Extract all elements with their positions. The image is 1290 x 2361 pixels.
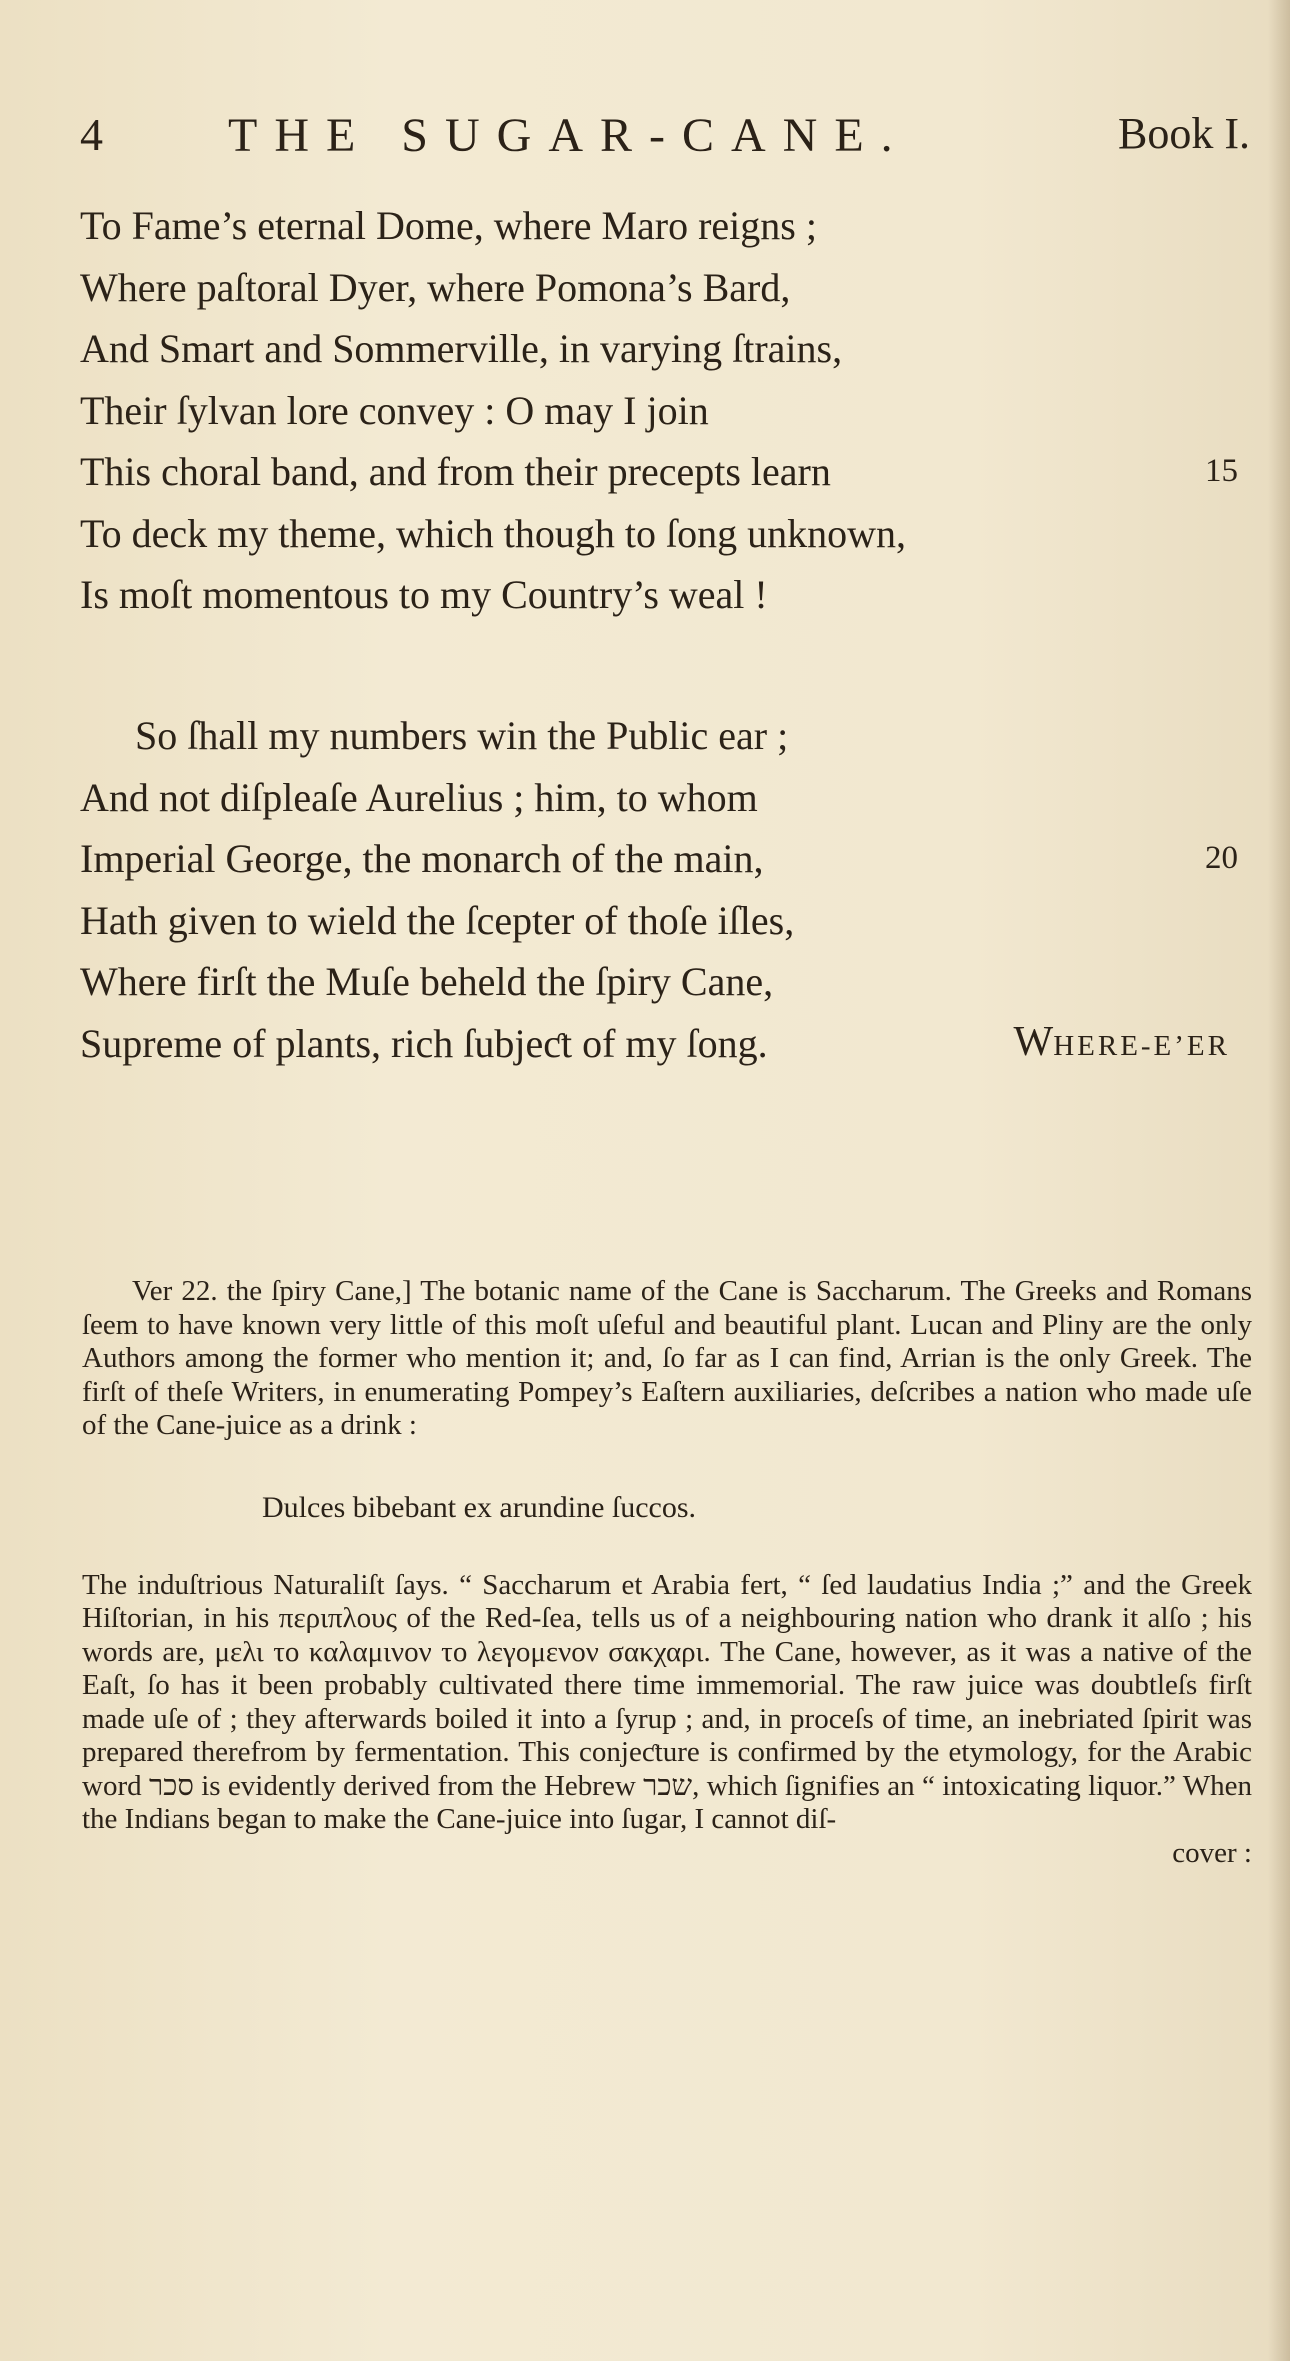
verse-line: To deck my theme, which though to ſong unknown, xyxy=(80,510,906,556)
verse-line: Where firſt the Muſe beheld the ſpiry Cane, xyxy=(80,959,774,1004)
verse-line: Supreme of plants, rich ſubjeƈt of my ſong. xyxy=(80,1020,768,1066)
verse-line: Where paſtoral Dyer, where Pomona’s Bard, xyxy=(80,264,791,310)
verse-line: And Smart and Sommerville, in varying ſtrains, xyxy=(80,326,843,371)
verse-line: This choral band, and from their precepts learn 15 xyxy=(80,441,1250,503)
line-number: 15 xyxy=(1205,453,1238,489)
footnotes xyxy=(82,1275,1252,1870)
footnote-catchword: cover : xyxy=(1172,1836,1252,1869)
page-number: 4 xyxy=(80,109,103,160)
running-header xyxy=(80,108,1250,178)
line-number: 20 xyxy=(1205,840,1238,876)
verse-line: Is moſt momentous to my Country’s weal ! xyxy=(80,572,768,617)
verse-line: Their ſylvan lore convey : O may I join xyxy=(80,387,709,433)
verse-line: To Fame’s eternal Dome, where Maro reigns ; xyxy=(80,203,817,248)
verse-stanza-1 xyxy=(80,195,1250,626)
verse-line: So ſhall my numbers win the Public ear ; xyxy=(135,713,789,758)
footnote-paragraph: Ver 22. the ſpiry Cane,] The botanic name of the Cane is Saccharum. The Greeks and Romans ſeem to have known very little of this moſt uſeful and beautiful plant. Lucan and Pliny are the only Authors among the former who mention it; and, ſo far as I can find, Arrian is the only Greek. The firſt of theſe Writers, in enumerating Pompey’s Eaſtern auxiliaries, deſcribes a nation who made uſe of the Cane-juice as a drink : xyxy=(82,1275,1252,1441)
verse-line: Imperial George, the monarch of the main, 20 xyxy=(80,828,1250,890)
verse-line: And not diſpleaſe Aurelius ; him, to whom xyxy=(80,774,758,820)
catchword: WHERE-E’ER xyxy=(1013,1019,1230,1065)
latin-quotation: Dulces bibebant ex arundine ſuccos. xyxy=(262,1490,697,1524)
book-label: Book I. xyxy=(1118,109,1250,158)
verse-line: Hath given to wield the ſcepter of thoſe iſles, xyxy=(80,897,795,943)
page-edge-shadow xyxy=(1268,0,1290,2361)
footnote-paragraph: The induſtrious Naturaliſt ſays. “ Saccharum et Arabia fert, “ ſed laudatius India ;” and the Greek Hiſtorian, in his περιπλους of the Red-ſea, tells us of a neighbouring nation who drank it alſo ; his words are, μελι το καλαμινον το λεγομενον σακχαρι. The Cane, however, as it was a native of the Eaſt, ſo has it been probably cultivated there time immemorial. The raw juice was doubtleſs firſt made uſe of ; they afterwards boiled it into a ſyrup ; and, in proceſs of time, an inebriated ſpirit was prepared therefrom by fermentation. This conjeƈture is confirmed by the etymology, for the Arabic word סכר is evidently derived from the Hebrew שכר, which ſignifies an “ intoxicating liquor.” When the Indians began to make the Cane-juice into ſugar, I cannot diſ- xyxy=(82,1568,1252,1835)
running-title: THE SUGAR-CANE. xyxy=(228,109,910,162)
